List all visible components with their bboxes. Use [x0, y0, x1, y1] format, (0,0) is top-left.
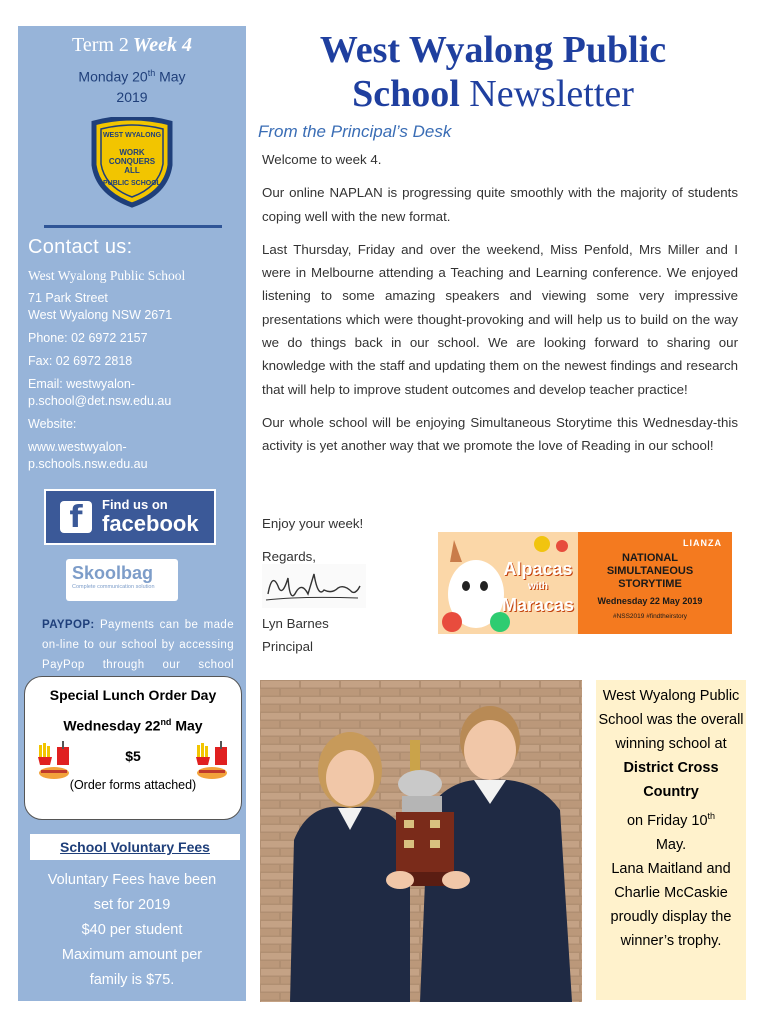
paypop-text: Payments can be made on-line to our school by accessing PayPop through our school [42, 618, 234, 671]
nss-line: SIMULTANEOUS [606, 565, 694, 577]
school-crest [18, 117, 246, 209]
fees-line: family is $75. [89, 972, 175, 988]
contact-school-name: West Wyalong Public School [28, 267, 186, 283]
nss-line: NATIONAL [621, 552, 678, 564]
caption-date-sup: th [707, 811, 716, 821]
skoolbag-name: Skoolbag [72, 562, 154, 583]
term-week [18, 34, 246, 57]
date-day: Monday 20 [78, 68, 148, 85]
caption-date [596, 804, 746, 857]
crest-icon [86, 117, 178, 209]
food-icon [37, 741, 73, 781]
facebook-icon: f [60, 501, 92, 533]
signatory-name: Lyn Barnes [262, 616, 329, 631]
caption-text: West Wyalong Public School was the overall winning school at [598, 688, 744, 752]
nss-date: Wednesday 22 May 2019 [597, 596, 703, 606]
skoolbag-tagline: Complete communication solution [72, 583, 155, 590]
skoolbag-logo[interactable] [66, 559, 178, 601]
book-title-3: Maracas [502, 595, 575, 615]
closing-regards: Regards, [262, 549, 316, 564]
title-line1: West Wyalong Public [319, 29, 667, 71]
crest-text: WEST WYALONG [102, 131, 162, 139]
contact-website-label: Website: [28, 416, 77, 431]
facebook-small-text: Find us on [102, 497, 168, 513]
food-icon [195, 741, 231, 781]
term-label: Term 2 [72, 34, 129, 56]
book-title-1: Alpacas [503, 559, 573, 579]
newsletter-title [258, 28, 728, 116]
contact-phone: Phone: 02 6972 2157 [28, 330, 148, 345]
crest-text: PUBLIC SCHOOL [103, 179, 161, 187]
contact-email-part1: Email: westwyalon- [28, 376, 135, 391]
issue-date [18, 63, 246, 107]
banner-sponsor [653, 538, 722, 548]
nss-line: STORYTIME [618, 578, 682, 590]
article-paragraph: Welcome to week 4. [262, 152, 382, 167]
date-year: 2019 [116, 88, 148, 105]
caption-date-month: May. [655, 836, 687, 853]
contact-website-part1: www.westwyalon- [28, 439, 127, 454]
cross-country-caption [596, 680, 746, 1000]
book-title [502, 560, 574, 614]
principal-article [262, 148, 738, 458]
signatory-title: Principal [262, 639, 313, 654]
lunch-date-month: May [171, 717, 203, 734]
title-bold-word: School [352, 73, 460, 115]
lunch-note: (Order forms attached) [69, 777, 197, 792]
crest-text: ALL [124, 165, 140, 175]
contact-website[interactable] [28, 439, 246, 473]
contact-address-street: 71 Park Street [28, 290, 108, 305]
lunch-date-sup: nd [160, 717, 172, 727]
caption-date-day: on Friday 10 [626, 812, 708, 829]
photo-illustration [260, 680, 582, 1002]
sidebar-divider [44, 225, 222, 228]
contact-website-part2: p.schools.nsw.edu.au [28, 456, 148, 471]
students-trophy-photo [260, 680, 582, 1002]
signature-image [262, 564, 366, 608]
fees-line: Voluntary Fees have been [47, 872, 217, 888]
crest-text: CONQUERS [108, 156, 156, 166]
contact-title: Contact us: [28, 235, 133, 258]
contact-email-part2: p.school@det.nsw.edu.au [28, 393, 172, 408]
crest-text: WORK [119, 147, 145, 157]
lunch-title: Special Lunch Order Day [49, 687, 217, 703]
lianza-label: LIANZA [683, 538, 722, 548]
contact-fax: Fax: 02 6972 2818 [28, 353, 133, 368]
fees-line: Maximum amount per [61, 947, 203, 963]
paypop-label: PAYPOP: [42, 618, 95, 631]
principal-desk-heading: From the Principal’s Desk [258, 122, 452, 141]
lunch-date [25, 717, 241, 734]
special-lunch-box [24, 676, 242, 820]
lunch-price: $5 [125, 747, 141, 764]
fees-line: $40 per student [81, 922, 183, 938]
facebook-big-text: facebook [102, 511, 199, 537]
fees-line: set for 2019 [93, 897, 171, 913]
caption-event: District Cross Country [623, 760, 719, 800]
facebook-button[interactable] [44, 489, 216, 545]
article-paragraph: Our whole school will be enjoying Simultaneous Storytime this Wednesday-this activity is yet another way that we promote the love of Reading in our school! [262, 414, 738, 454]
article-paragraph: Last Thursday, Friday and over the weekend, Miss Penfold, Mrs Miller and I were in Melbourne attending a Teaching and Learning conference. We enjoyed listening to some amazing speakers and viewing some very impressive presentations which were thought-provoking and will help us to build on the way we do things back in our school. We are looking forward to sharing our knowledge with the staff and updating them on the newest findings and research that will help to improve student outcomes and develop teacher practice! [262, 241, 738, 397]
fees-body [22, 868, 242, 993]
date-month: May [159, 68, 186, 85]
article-paragraph: Our online NAPLAN is progressing quite smoothly with the majority of students coping well with the new format. [262, 185, 738, 224]
week-label: Week 4 [132, 34, 192, 56]
nss-text [580, 552, 720, 623]
nss-tags: #NSS2019 #findtheirstory [612, 613, 688, 620]
book-title-2: with [528, 581, 549, 592]
closing-line: Enjoy your week! [262, 516, 364, 531]
contact-address-town: West Wyalong NSW 2671 [28, 307, 173, 322]
storytime-banner [438, 532, 732, 634]
date-sup: th [147, 68, 156, 78]
contact-email[interactable] [28, 376, 246, 410]
signatory [262, 612, 329, 658]
title-rest: Newsletter [459, 73, 634, 115]
lunch-date-day: Wednesday 22 [63, 717, 161, 734]
caption-students: Lana Maitland and Charlie McCaskie proudly display the winner’s trophy. [610, 860, 732, 949]
fees-heading: School Voluntary Fees [30, 834, 240, 860]
article-closing [262, 512, 363, 568]
